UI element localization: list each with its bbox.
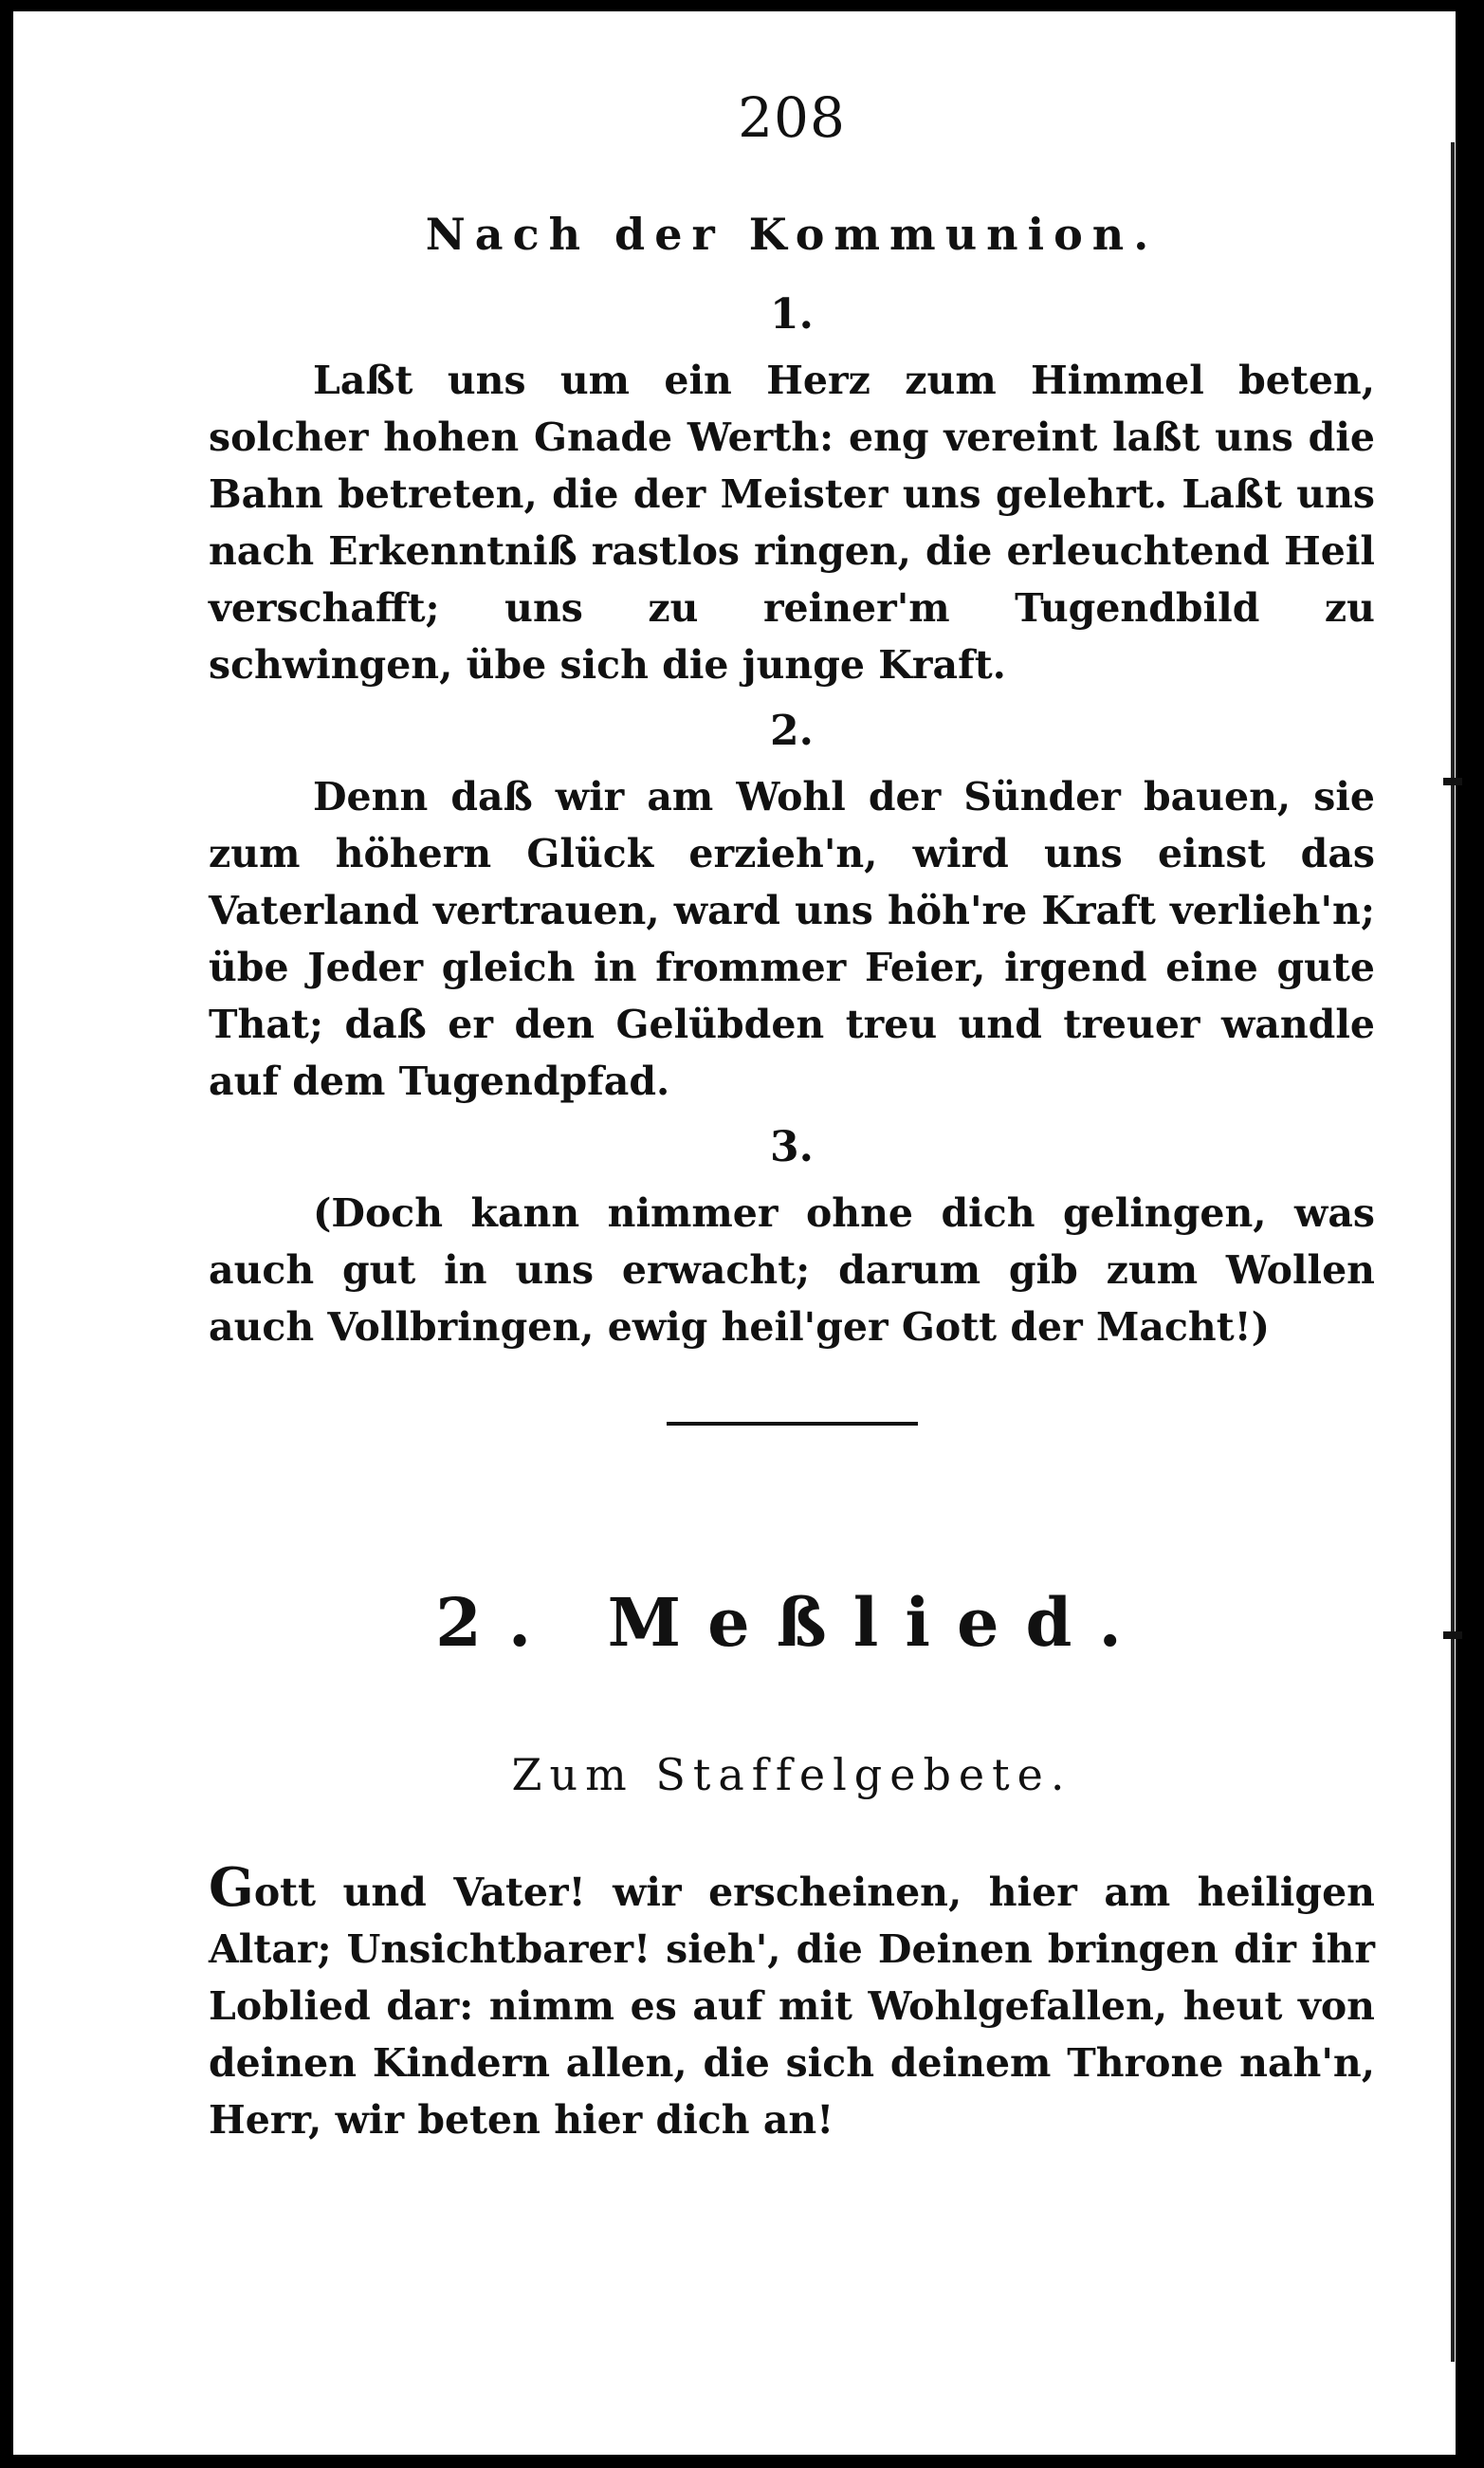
verse-number: 3. — [770, 1123, 814, 1171]
hymn-text — [209, 1856, 1375, 2148]
verse-text: (Doch kann nimmer ohne dich gelingen, was auch gut in uns erwacht; darum gib zum Wollen auch Vollbringen, ewig heil'ger Gott der Macht!) — [209, 1190, 1375, 1350]
verse-number: 2. — [770, 707, 814, 755]
song-title: 2. Meßlied. — [435, 1583, 1148, 1662]
page-number: 208 — [738, 85, 846, 150]
hymn-body: ott und Vater! wir erscheinen, hier am heiligen Altar; Unsichtbarer! sieh', die Deinen bringen dir ihr Loblied dar: nimm es auf mit Wohlgefallen, heut von deinen Kindern allen, die sich deinem Throne nah'n, Herr, wir beten hier dich an! — [209, 1869, 1375, 2143]
initial-letter: G — [209, 1856, 254, 1919]
scan-border-left — [0, 0, 13, 2468]
verse-number: 1. — [770, 290, 814, 339]
book-page — [209, 85, 1375, 2148]
song-subtitle: Zum Staffelgebete. — [511, 1749, 1072, 1800]
page-edge-mark — [1443, 1631, 1462, 1639]
scan-border-top — [0, 0, 1484, 11]
section-title: Nach der Kommunion. — [425, 209, 1159, 260]
verse-text: Laßt uns um ein Herz zum Himmel beten, solcher hohen Gnade Werth: eng vereint laßt uns die Bahn betreten, die der Meister uns gelehrt. Laßt uns nach Erkenntniß rastlos ringen, die erleuchtend Heil verschafft; uns zu reiner'm Tugendbild zu schwingen, übe sich die junge Kraft. — [209, 358, 1375, 688]
scan-border-bottom — [0, 2455, 1484, 2468]
section-divider — [667, 1422, 918, 1426]
page-edge-mark — [1443, 778, 1462, 785]
page-edge-line — [1451, 142, 1455, 2362]
verse-text: Denn daß wir am Wohl der Sünder bauen, sie zum höhern Glück erzieh'n, wird uns einst das Vaterland vertrauen, ward uns höh're Kraft verlieh'n; übe Jeder gleich in frommer Feier, irgend eine gute That; daß er den Gelübden treu und treuer wandle auf dem Tugendpfad. — [209, 774, 1375, 1104]
scan-border-right — [1456, 0, 1484, 2468]
